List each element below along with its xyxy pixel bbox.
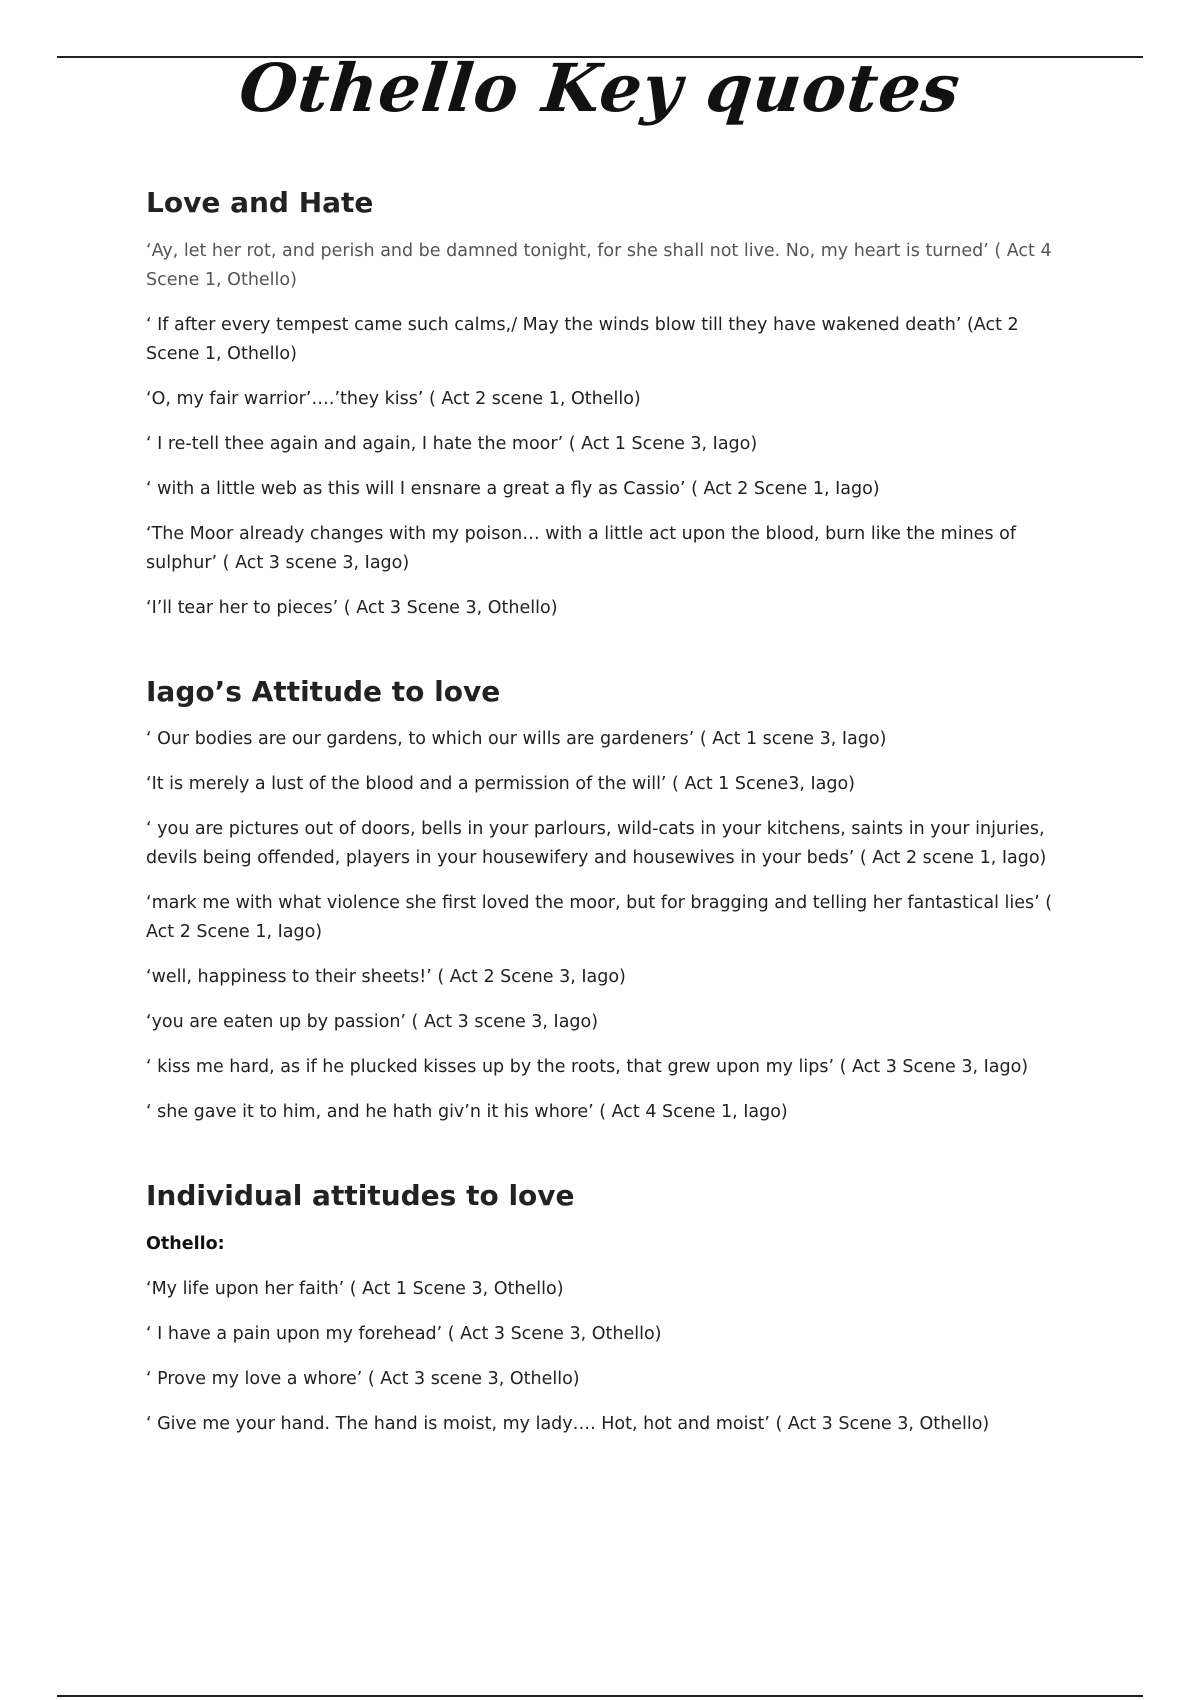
- quote: ‘ with a little web as this will I ensnare a great a fly as Cassio’ ( Act 2 Scene 1, Iago): [146, 478, 880, 499]
- section-heading: Love and Hate: [146, 186, 374, 219]
- section-heading: Iago’s Attitude to love: [146, 674, 501, 708]
- section-iago-attitude: [146, 675, 1066, 1128]
- quote: ‘mark me with what violence she first loved the moor, but for bragging and telling her fantastical lies’ ( Act 2 Scene 1, Iago): [146, 893, 1053, 943]
- quote: ‘ Prove my love a whore’ ( Act 3 scene 3, Othello): [146, 1368, 580, 1389]
- quote: ‘O, my fair warrior’….’they kiss’ ( Act 2 scene 1, Othello): [146, 388, 641, 409]
- section-individual-attitudes: [146, 1179, 1066, 1439]
- bottom-rule: [57, 1695, 1143, 1697]
- quote: ‘ If after every tempest came such calms,/ May the winds blow till they have wakened death’ (Act 2 Scene 1, Othello): [146, 314, 1019, 364]
- quote: ‘ kiss me hard, as if he plucked kisses up by the roots, that grew upon my lips’ ( Act 3 Scene 3, Iago): [146, 1057, 1029, 1078]
- page-title: Othello Key quotes: [235, 49, 965, 127]
- quote: ‘you are eaten up by passion’ ( Act 3 scene 3, Iago): [146, 1012, 599, 1033]
- quote: ‘ she gave it to him, and he hath giv’n it his whore’ ( Act 4 Scene 1, Iago): [146, 1102, 788, 1123]
- quote: ‘ I re-tell thee again and again, I hate the moor’ ( Act 1 Scene 3, Iago): [146, 433, 758, 454]
- quote: ‘ you are pictures out of doors, bells in your parlours, wild-cats in your kitchens, saints in your injuries, devils being offended, players in your housewifery and housewives in your beds’ ( Act 2 scene 1, Iago): [146, 819, 1047, 869]
- quote: ‘ Our bodies are our gardens, to which our wills are gardeners’ ( Act 1 scene 3, Iago): [146, 729, 887, 750]
- quote: ‘Ay, let her rot, and perish and be damned tonight, for she shall not live. No, my heart is turned’ ( Act 4 Scene 1, Othello): [146, 240, 1052, 290]
- section-love-and-hate: [146, 186, 1066, 623]
- quote: ‘It is merely a lust of the blood and a permission of the will’ ( Act 1 Scene3, Iago): [146, 774, 855, 795]
- section-heading: Individual attitudes to love: [146, 1179, 575, 1213]
- quote: ‘ I have a pain upon my forehead’ ( Act 3 Scene 3, Othello): [146, 1323, 662, 1344]
- character-subheading: Othello:: [146, 1233, 225, 1254]
- quote: ‘The Moor already changes with my poison… with a little act upon the blood, burn like the mines of sulphur’ ( Act 3 scene 3, Iago): [146, 523, 1017, 573]
- quote: ‘well, happiness to their sheets!’ ( Act 2 Scene 3, Iago): [146, 967, 626, 988]
- quote: ‘ Give me your hand. The hand is moist, my lady…. Hot, hot and moist’ ( Act 3 Scene 3, Othello): [146, 1413, 990, 1434]
- quote: ‘My life upon her faith’ ( Act 1 Scene 3, Othello): [146, 1278, 564, 1299]
- quote: ‘I’ll tear her to pieces’ ( Act 3 Scene 3, Othello): [146, 597, 558, 618]
- document-body: [146, 186, 1066, 1455]
